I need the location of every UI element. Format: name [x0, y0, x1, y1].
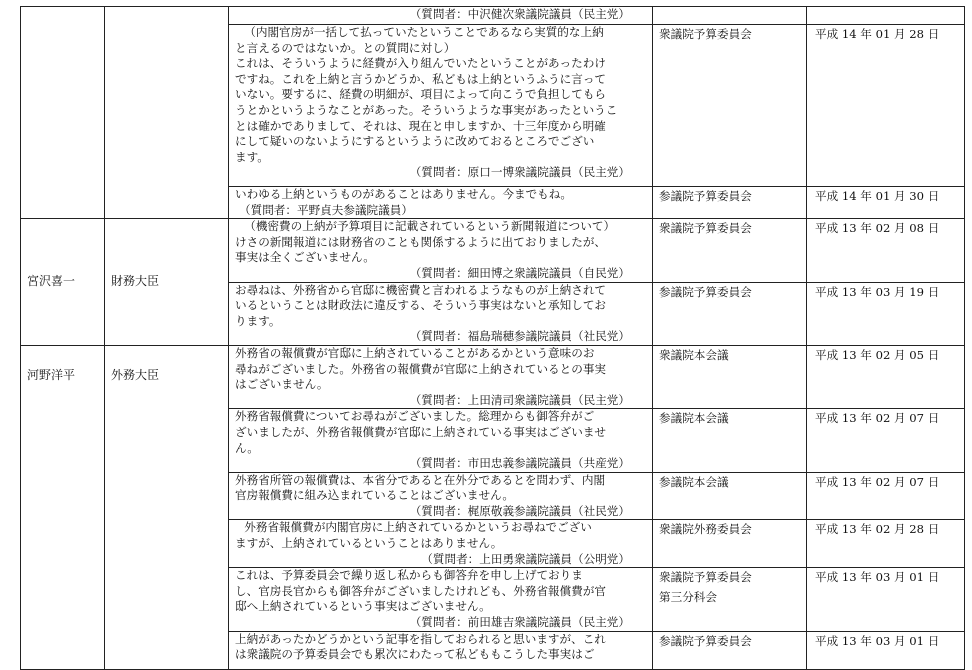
date-cell: 平成 13 年 02 月 07 日	[807, 409, 965, 472]
answer-line: ざいましたが、外務省報償費が官邸に上納されている事実はございませ	[235, 424, 607, 439]
questioner: （質問者：市田忠義参議院議員（共産党）	[409, 456, 630, 471]
answer-line: 邸へ上納されているという事実はございません。	[235, 599, 491, 614]
post-cell	[105, 7, 229, 219]
questioner: （質問者：上田勇衆議院議員（公明党）	[421, 551, 630, 566]
date-cell: 平成 13 年 03 月 19 日	[807, 282, 965, 345]
date-cell: 平成 13 年 02 月 08 日	[807, 219, 965, 282]
answer-line: ります。	[235, 313, 281, 328]
answer-line: 事実は全くございません。	[235, 250, 375, 265]
answer-line: いない。要するに、経費の明細が、項目によって向こうで負担してもら	[235, 87, 607, 102]
answer-cell	[229, 472, 653, 520]
date-cell: 平成 13 年 03 月 01 日	[807, 568, 965, 631]
answer-line: 官房報償費に組み込まれていることはございません。	[235, 488, 514, 503]
committee-cell: 参議院予算委員会	[653, 282, 807, 345]
date-cell: 平成 13 年 02 月 28 日	[807, 520, 965, 568]
committee-cell: 衆議院予算委員会	[653, 219, 807, 282]
date-cell: 平成 13 年 03 月 01 日	[807, 631, 965, 669]
committee-cell	[653, 7, 807, 25]
questioner: （質問者：平野貞夫参議院議員）	[239, 202, 413, 217]
answer-cell	[229, 520, 653, 568]
answer-line: は衆議院の予算委員会でも累次にわたって私どももこうした事実はご	[235, 647, 595, 662]
questioner: （質問者：梶原敬義参議院議員（社民党）	[409, 503, 630, 518]
answer-line: ですね。これを上納と言うかどうか、私どもは上納というふうに言って	[235, 71, 607, 86]
answer-line: にして疑いのないようにするというように改めておるところでござい	[235, 134, 595, 149]
answer-cell	[229, 219, 653, 282]
committee-cell: 参議院予算委員会	[653, 631, 807, 669]
name-cell: 宮沢喜一	[21, 219, 105, 346]
committee-cell: 衆議院本会議	[653, 345, 807, 408]
answer-line: ます。	[235, 149, 269, 164]
committee-cell: 衆議院外務委員会	[653, 520, 807, 568]
questioner: （質問者：中沢健次衆議院議員（民主党）	[409, 7, 630, 21]
answer-line: 上納があったかどうかという記事を指しておられると思いますが、これ	[235, 631, 606, 646]
name-cell	[21, 7, 105, 219]
committee-cell: 参議院本会議	[653, 409, 807, 472]
questioner: （質問者：福島瑞穂参議院議員（社民党）	[409, 329, 630, 344]
answer-cell	[229, 568, 653, 631]
table-row	[21, 345, 965, 408]
questioner: （質問者：細田博之衆議院議員（自民党）	[409, 265, 630, 280]
date-cell: 平成 13 年 02 月 05 日	[807, 345, 965, 408]
answer-cell	[229, 345, 653, 408]
answer-cell	[229, 187, 653, 219]
answer-line: お尋ねは、外務省から官邸に機密費と言われるようなものが上納されて	[235, 282, 607, 297]
answer-line: （内閣官房が一括して払っていたということであるなら実質的な上納	[244, 25, 604, 39]
date-cell: 平成 14 年 01 月 30 日	[807, 187, 965, 219]
answers-table	[20, 6, 965, 670]
questioner: （質問者：前田雄吉衆議院議員（民主党）	[409, 615, 630, 630]
answer-line: 尋ねがございました。外務省の報償費が官邸に上納されているとの事実	[235, 361, 607, 376]
date-cell: 平成 13 年 02 月 07 日	[807, 472, 965, 520]
answer-line: いわゆる上納というものがあることはありません。今までもね。	[235, 187, 572, 201]
answer-line: これは、そういうように経費が入り組んでいたということがあったわけ	[235, 56, 606, 71]
questioner: （質問者：上田清司衆議院議員（民主党）	[409, 392, 630, 407]
answer-line: いるということは財政法に違反する、そういう事実はないと承知してお	[235, 298, 607, 313]
answer-line: これは、予算委員会で繰り返し私からも御答弁を申し上げておりま	[235, 568, 583, 583]
answer-line: 外務省報償費についてお尋ねがございました。総理からも御答弁がご	[235, 409, 595, 424]
answer-line: 外務省所管の報償費は、本省分であると在外分であるとを問わず、内閣	[235, 472, 606, 487]
answer-line: し、官房長官からも御答弁がございましたけれども、外務省報償費が官	[235, 583, 607, 598]
answer-line: 外務省報償費が内閣官房に上納されているかというお尋ねでござい	[244, 520, 592, 535]
name-cell: 河野洋平	[21, 345, 105, 669]
committee-name: 衆議院予算委員会	[659, 570, 752, 585]
answer-cell	[229, 282, 653, 345]
answer-line: （機密費の上納が予算項目に記載されているという新聞報道について）	[244, 219, 616, 234]
committee-cell: 参議院予算委員会	[653, 187, 807, 219]
committee-cell: 衆議院予算委員会	[653, 25, 807, 187]
table-row	[21, 219, 965, 282]
table-row	[21, 7, 965, 25]
answer-cell	[229, 7, 653, 25]
committee-subgroup: 第三分科会	[659, 589, 717, 604]
post-cell: 財務大臣	[105, 219, 229, 346]
answer-line: 外務省の報償費が官邸に上納されていることがあるかという意味のお	[235, 345, 595, 360]
post-cell: 外務大臣	[105, 345, 229, 669]
answer-cell	[229, 25, 653, 187]
date-cell	[807, 7, 965, 25]
answer-line: とは確かでありまして、それは、現在と申しますか、十三年度から明確	[235, 118, 606, 133]
answer-line: うとかというようなことがあった。そういうような事実があったというこ	[235, 102, 618, 117]
answer-line: はございません。	[235, 377, 329, 392]
answer-line: ますが、上納されているということはありません。	[235, 536, 503, 551]
date-cell: 平成 14 年 01 月 28 日	[807, 25, 965, 187]
answer-line: と言えるのではないか。との質問に対し）	[235, 40, 456, 55]
committee-cell: 参議院本会議	[653, 472, 807, 520]
committee-cell	[653, 568, 807, 631]
answer-cell	[229, 409, 653, 472]
answer-line: ん。	[235, 440, 259, 455]
answer-cell	[229, 631, 653, 669]
answer-line: けさの新聞報道には財務省のことも関係するように出ておりましたが、	[235, 234, 607, 249]
questioner: （質問者：原口一博衆議院議員（民主党）	[409, 165, 630, 180]
